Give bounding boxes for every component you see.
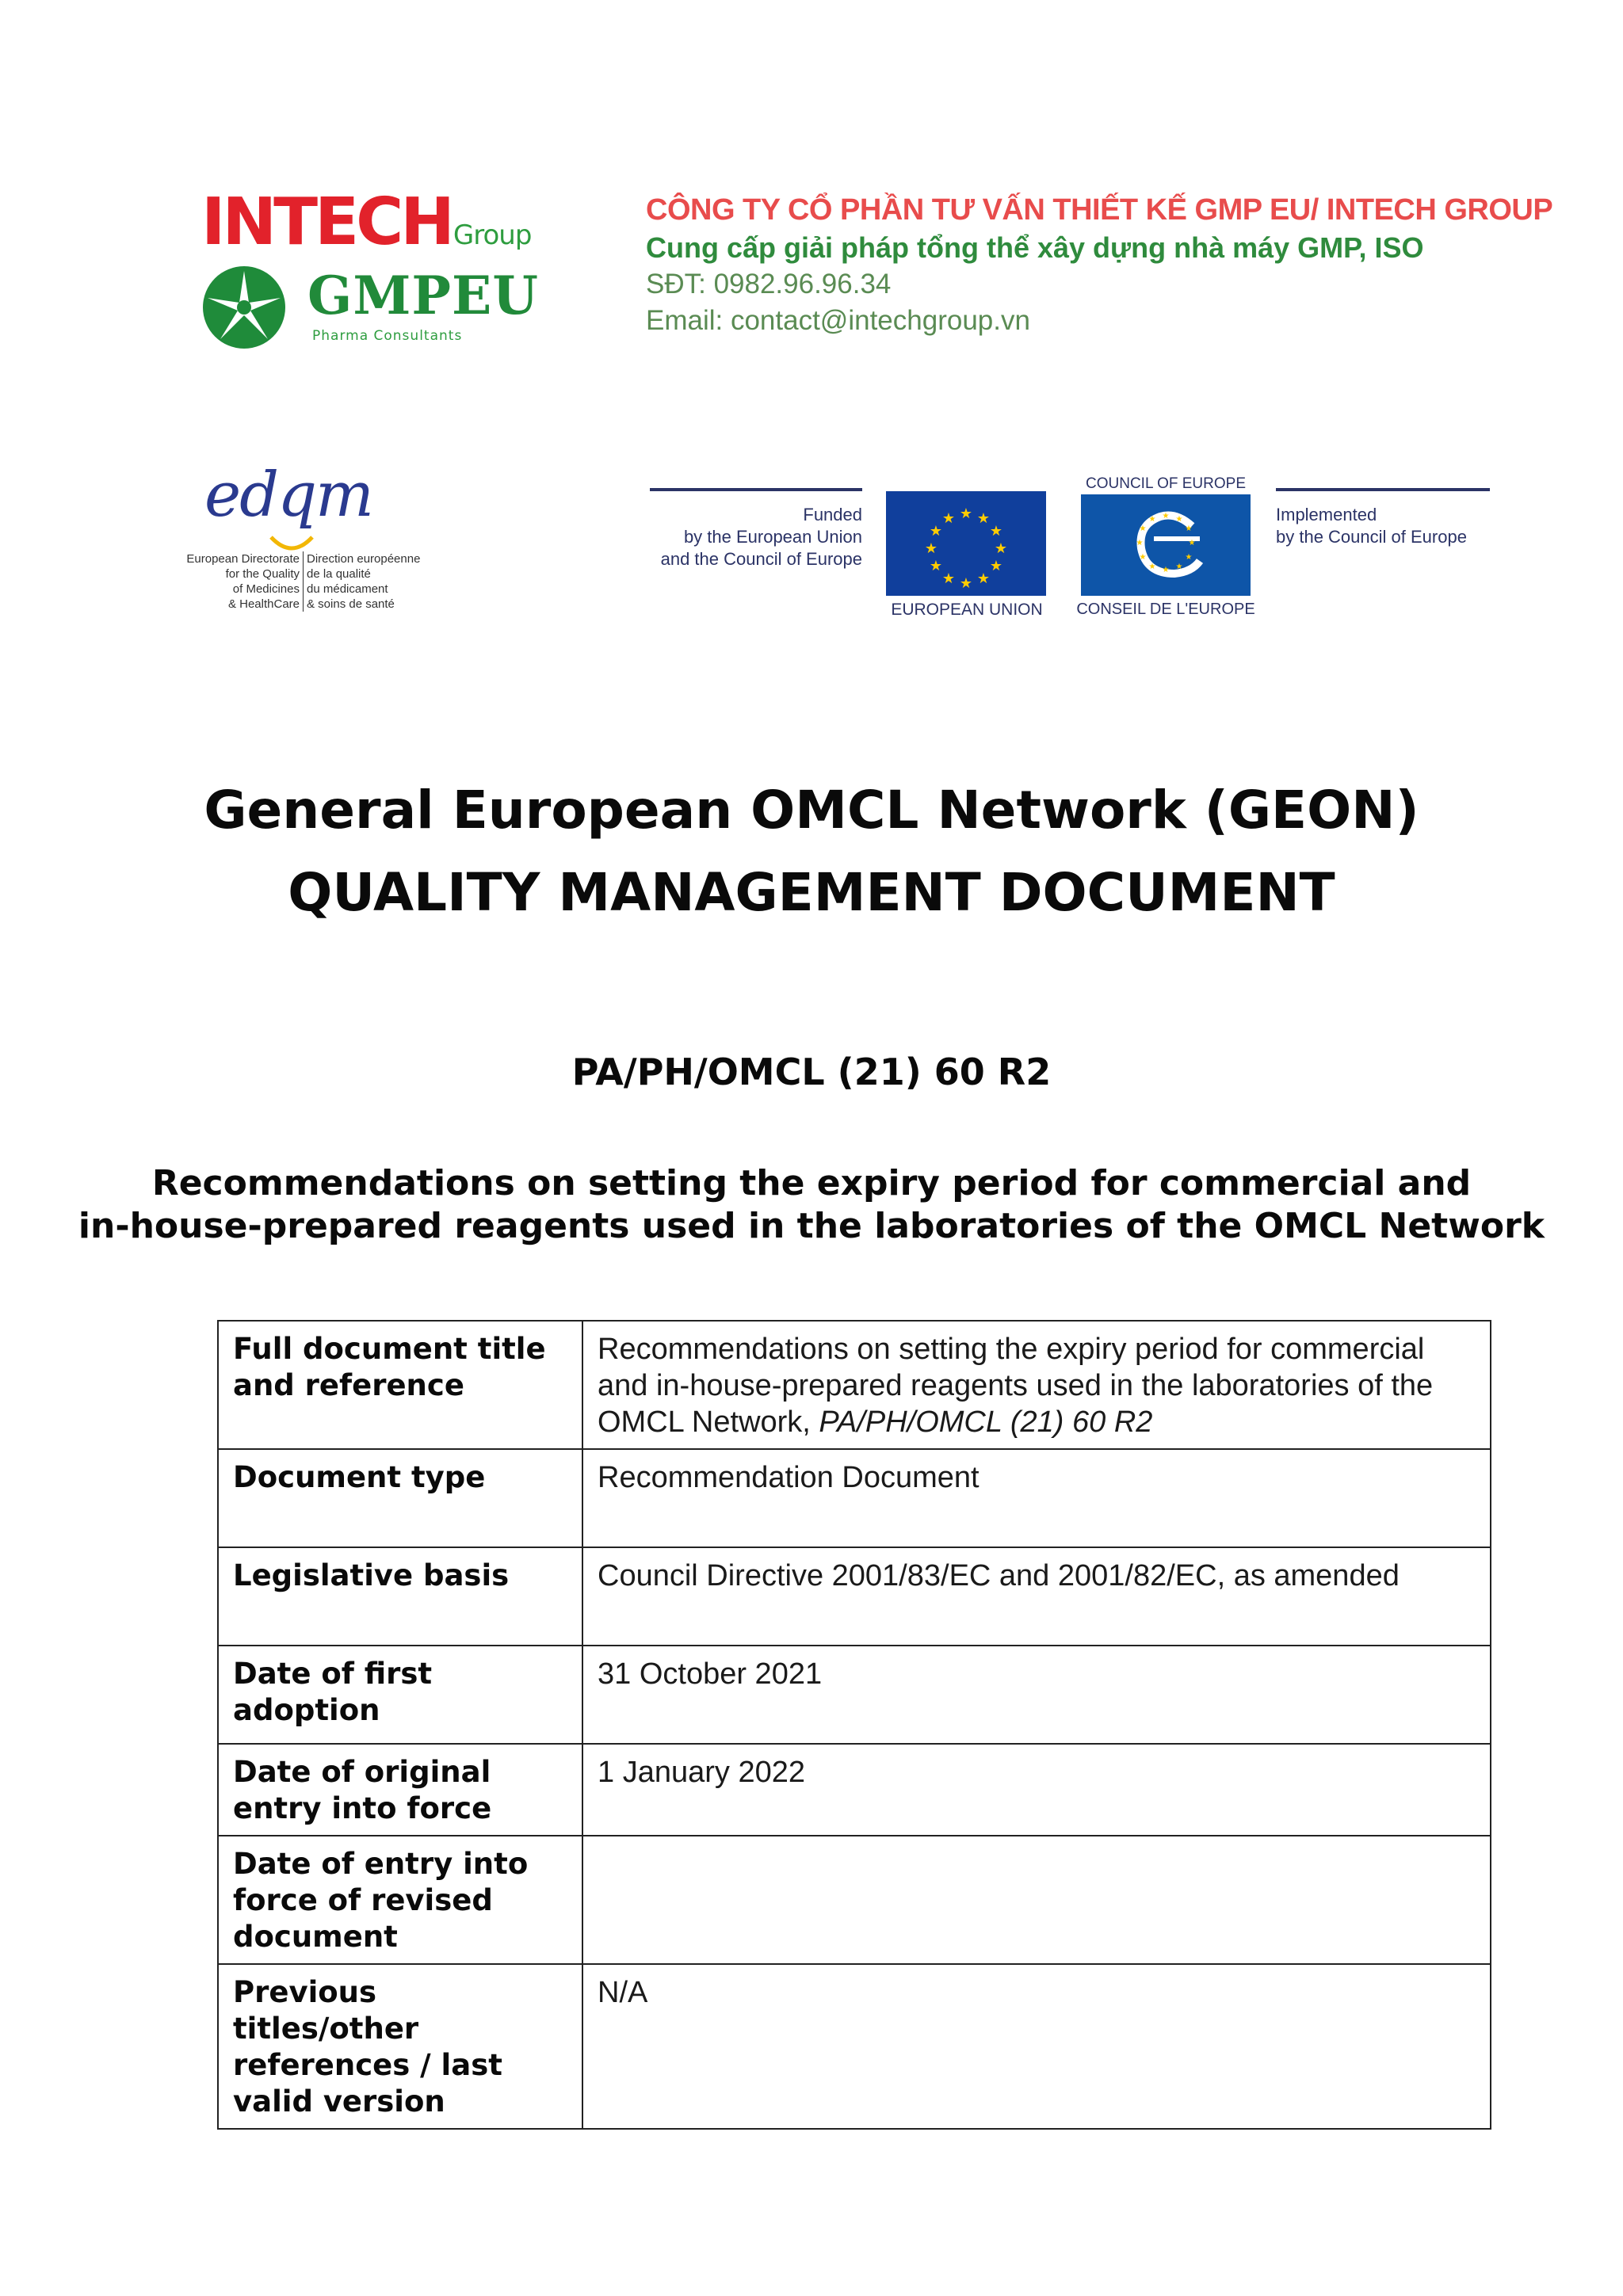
table-row	[218, 1646, 1491, 1744]
table-row	[218, 1449, 1491, 1547]
svg-text:★: ★	[941, 570, 956, 587]
intech-group-logo	[201, 185, 532, 260]
row-value: Council Directive 2001/83/EC and 2001/82/EC, as amended	[582, 1547, 1491, 1646]
edqm-logo	[173, 460, 426, 626]
svg-text:★: ★	[989, 523, 1003, 540]
company-phone: SĐT: 0982.96.96.34	[646, 269, 892, 299]
svg-text:★: ★	[924, 540, 938, 557]
table-row	[218, 1744, 1491, 1836]
table-row	[218, 1321, 1491, 1449]
coe-title: COUNCIL OF EUROPE	[1086, 475, 1246, 492]
document-title-line-1: General European OMCL Network (GEON)	[204, 780, 1419, 841]
row-value: Recommendation Document	[582, 1449, 1491, 1547]
eu-flag-caption: EUROPEAN UNION	[891, 601, 1043, 619]
edqm-logo-word: edqm	[204, 460, 372, 531]
row-value-reference: PA/PH/OMCL (21) 60 R2	[819, 1405, 1153, 1439]
coe-caption: CONSEIL DE L'EUROPE	[1076, 601, 1255, 618]
company-info	[646, 190, 1581, 339]
row-label: Legislative basis	[218, 1547, 582, 1646]
svg-text:★: ★	[959, 575, 973, 592]
edqm-french-name: Direction européenne de la qualité du médicament & soins de santé	[303, 551, 420, 612]
table-row	[218, 1547, 1491, 1646]
row-value: Recommendations on setting the expiry period for commercial and in-house-prepared reagents used in the laboratories of the OMCL Network, PA/PH/OMCL (21) 60 R2	[582, 1321, 1491, 1449]
document-subtitle-line-1: Recommendations on setting the expiry period for commercial and	[151, 1163, 1472, 1203]
svg-text:★: ★	[1148, 515, 1156, 524]
svg-text:★: ★	[941, 510, 956, 527]
gmpeu-emblem-icon	[200, 263, 288, 352]
svg-text:★: ★	[976, 510, 991, 527]
row-value	[582, 1836, 1491, 1964]
row-label: Document type	[218, 1449, 582, 1547]
gmpeu-logo-word: GMPEU	[307, 265, 539, 326]
svg-text:★: ★	[1162, 566, 1170, 574]
svg-text:★: ★	[1136, 539, 1144, 547]
document-reference: PA/PH/OMCL (21) 60 R2	[571, 1051, 1052, 1093]
table-row	[218, 1836, 1491, 1964]
svg-text:★: ★	[1162, 512, 1170, 521]
table-row	[218, 1964, 1491, 2129]
row-label: Full document title and reference	[218, 1321, 582, 1449]
svg-text:★: ★	[1185, 553, 1193, 562]
funded-by-text: Funded by the European Union and the Council of Europe	[650, 488, 862, 570]
row-label: Date of first adoption	[218, 1646, 582, 1744]
eu-flag-icon	[886, 491, 1046, 596]
council-of-europe-flag-icon	[1081, 494, 1251, 596]
row-value: 1 January 2022	[582, 1744, 1491, 1836]
document-subtitle-line-2: in-house-prepared reagents used in the laboratories of the OMCL Network	[78, 1206, 1545, 1246]
svg-text:★: ★	[959, 505, 973, 522]
svg-text:★: ★	[1175, 563, 1183, 571]
svg-text:★: ★	[929, 558, 943, 574]
gmpeu-logo	[200, 263, 539, 350]
intech-logo-suffix: Group	[453, 219, 532, 251]
svg-text:★: ★	[1139, 553, 1147, 562]
row-value: N/A	[582, 1964, 1491, 2129]
row-value: 31 October 2021	[582, 1646, 1491, 1744]
company-name: CÔNG TY CỔ PHẦN TƯ VẤN THIẾT KẾ GMP EU/ INTECH GROUP	[646, 193, 1553, 227]
company-slogan: Cung cấp giải pháp tổng thể xây dựng nhà máy GMP, ISO	[646, 231, 1424, 264]
edqm-english-name: European Directorate for the Quality of Medicines & HealthCare	[186, 552, 300, 611]
intech-logo-word: INTECH	[201, 185, 452, 260]
company-email[interactable]: Email: contact@intechgroup.vn	[646, 305, 1030, 336]
svg-text:★: ★	[929, 523, 943, 540]
row-label: Previous titles/other references / last valid version	[218, 1964, 582, 2129]
row-label: Date of entry into force of revised document	[218, 1836, 582, 1964]
implemented-by-text: Implemented by the Council of Europe	[1276, 488, 1490, 548]
document-title-line-2: QUALITY MANAGEMENT DOCUMENT	[288, 862, 1335, 923]
svg-text:★: ★	[1175, 515, 1183, 524]
gmpeu-logo-tagline: Pharma Consultants	[312, 328, 463, 344]
svg-text:★: ★	[1139, 524, 1147, 533]
svg-text:★: ★	[994, 540, 1008, 557]
document-info-table	[217, 1320, 1491, 2130]
svg-text:★: ★	[1185, 524, 1193, 533]
svg-text:★: ★	[1188, 539, 1196, 547]
svg-text:★: ★	[1148, 563, 1156, 571]
svg-text:★: ★	[989, 558, 1003, 574]
row-label: Date of original entry into force	[218, 1744, 582, 1836]
svg-text:★: ★	[976, 570, 991, 587]
